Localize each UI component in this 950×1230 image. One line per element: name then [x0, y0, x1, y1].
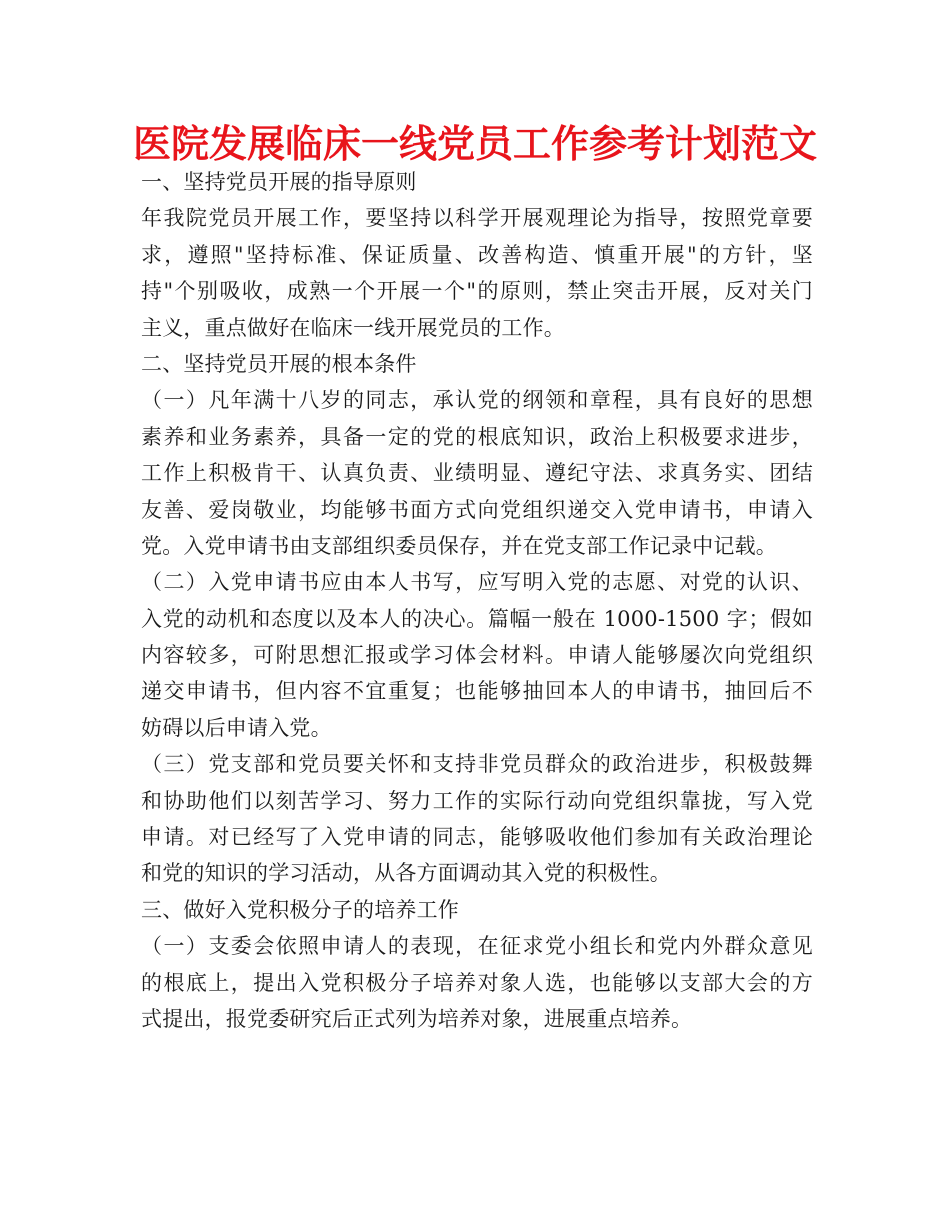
- text-line: 妨碍以后申请入党。: [141, 715, 332, 740]
- text-line: （三）党支部和党员要关怀和支持非党员群众的政治进步，积极鼓舞: [141, 752, 813, 777]
- text-line: （二）入党申请书应由本人书写，应写明入党的志愿、对党的认识、: [141, 570, 813, 595]
- text-line: （一）支委会依照申请人的表现，在征求党小组长和党内外群众意见: [141, 934, 813, 959]
- text-line: 和党的知识的学习活动，从各方面调动其入党的积极性。: [141, 861, 671, 886]
- text-line: 三、做好入党积极分子的培养工作: [141, 897, 459, 922]
- text-line: 求，遵照"坚持标准、保证质量、改善构造、慎重开展"的方针，坚: [141, 242, 813, 267]
- text-line: 申请。对已经写了入党申请的同志，能够吸收他们参加有关政治理论: [141, 825, 813, 850]
- text-line: 素养和业务素养，具备一定的党的根底知识，政治上积极要求进步，: [141, 424, 813, 449]
- text-line: 党。入党申请书由支部组织委员保存，并在党支部工作记录中记载。: [141, 533, 777, 558]
- text-line: 入党的动机和态度以及本人的决心。篇幅一般在 1000-1500 字；假如: [141, 606, 813, 631]
- text-line: 工作上积极肯干、认真负责、业绩明显、遵纪守法、求真务实、团结: [141, 461, 813, 486]
- text-line: 友善、爱岗敬业，均能够书面方式向党组织递交入党申请书，申请入: [141, 497, 813, 522]
- text-line: 持"个别吸收，成熟一个开展一个"的原则，禁止突击开展，反对关门: [141, 279, 813, 304]
- text-line: 和协助他们以刻苦学习、努力工作的实际行动向党组织靠拢，写入党: [141, 788, 813, 813]
- document-body: [141, 164, 813, 1037]
- text-line: 式提出，报党委研究后正式列为培养对象，进展重点培养。: [141, 1006, 693, 1031]
- text-line: 内容较多，可附思想汇报或学习体会材料。申请人能够屡次向党组织: [141, 643, 813, 668]
- text-line: 一、坚持党员开展的指导原则: [141, 170, 417, 194]
- document-title: 医院发展临床一线党员工作参考计划范文: [132, 122, 817, 166]
- text-line: 主义，重点做好在临床一线开展党员的工作。: [141, 315, 565, 340]
- text-line: 年我院党员开展工作，要坚持以科学开展观理论为指导，按照党章要: [141, 206, 813, 231]
- text-line: 二、坚持党员开展的根本条件: [141, 351, 417, 376]
- text-line: 的根底上，提出入党积极分子培养对象人选，也能够以支部大会的方: [141, 970, 813, 995]
- text-line: （一）凡年满十八岁的同志，承认党的纲领和章程，具有良好的思想: [141, 388, 813, 413]
- text-line: 递交申请书，但内容不宜重复；也能够抽回本人的申请书，抽回后不: [141, 679, 813, 704]
